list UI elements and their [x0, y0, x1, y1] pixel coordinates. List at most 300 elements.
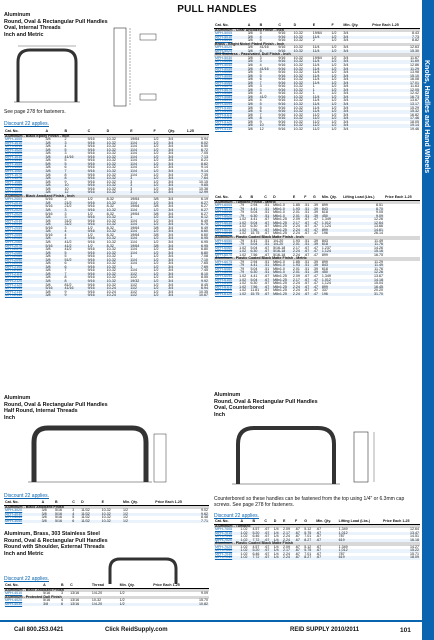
table-row: [4, 294, 209, 298]
part-number-link[interactable]: MPH-2070: [4, 245, 44, 249]
part-number-link[interactable]: MPH-5085: [214, 96, 247, 100]
table-cell: 5.04: [249, 222, 263, 226]
part-number-link[interactable]: MPH-2140: [4, 294, 44, 298]
table-cell: 1/2: [330, 82, 342, 86]
table-cell: 15.22: [382, 549, 420, 553]
part-number-link[interactable]: MPH-1075: [4, 177, 44, 181]
table-cell: 1/2: [119, 603, 153, 607]
part-number-link[interactable]: MPH-4010: [5, 591, 23, 596]
discount-link[interactable]: Discount 22 applies.: [4, 121, 50, 127]
table-cell: .67: [263, 556, 272, 560]
table-cell: 11/4: [312, 60, 331, 64]
part-number-link[interactable]: MPH-3040: [5, 515, 23, 520]
table-cell: 10-32: [293, 70, 303, 75]
table-cell: .67: [294, 544, 300, 549]
part-number-link[interactable]: MPH-2015: [5, 204, 23, 209]
table-cell: 11/32: [80, 513, 101, 517]
part-number-link[interactable]: MPH-5100: [215, 105, 233, 110]
part-number-link[interactable]: MPH-6115: [215, 288, 232, 293]
table-cell: 15.75: [250, 231, 260, 236]
table-cell: 31/2: [64, 218, 72, 223]
table-cell: .79: [238, 271, 249, 275]
table-cell: 1,012: [338, 549, 382, 553]
table-cell: 10-32: [293, 77, 303, 82]
part-number-link[interactable]: MPH-6050: [215, 238, 233, 243]
part-number-link[interactable]: MPH-2075: [5, 247, 23, 252]
part-number-link[interactable]: MPH-4030: [4, 603, 42, 607]
table-cell: 11/4: [129, 223, 152, 227]
table-cell: 1/2: [122, 520, 154, 524]
part-number-link[interactable]: MPH-1090: [5, 186, 23, 191]
part-number-link[interactable]: MPH-5010: [214, 36, 247, 40]
discount-link[interactable]: Discount 22 applies.: [4, 576, 50, 582]
table-cell: 1/2: [331, 70, 337, 75]
column-header: Price Each 1-25: [152, 584, 209, 588]
table-cell: 3: [64, 225, 67, 230]
table-cell: 3/8: [41, 513, 54, 517]
part-number-link[interactable]: MPH-2080: [4, 252, 44, 256]
part-number-link[interactable]: MPH-1060: [4, 170, 44, 174]
part-number-link[interactable]: MPH-5110: [215, 112, 232, 117]
table-cell: 9/16: [87, 158, 95, 163]
part-number-link[interactable]: MPH-2060: [4, 237, 44, 241]
table-cell: 3/4: [168, 282, 174, 287]
table-cell: 3/8: [44, 259, 63, 263]
part-number-link[interactable]: MPH-1045: [4, 163, 44, 167]
table-cell: 3/8: [45, 179, 51, 184]
part-number-link[interactable]: MPH-7010: [214, 532, 239, 536]
table-cell: 6.27: [201, 211, 208, 216]
part-number-link[interactable]: MPH-5045: [214, 68, 247, 72]
table-cell: 9/16: [87, 223, 106, 227]
part-number-link[interactable]: MPH-6055: [214, 243, 238, 247]
table-cell: .67: [294, 532, 303, 536]
part-number-link[interactable]: MPH-6005: [215, 203, 233, 208]
part-number-link[interactable]: MPH-5015: [215, 38, 233, 43]
part-number-link[interactable]: MPH-6075: [215, 259, 233, 264]
table-cell: 9/16: [87, 186, 95, 191]
part-number-link[interactable]: MPH-1030: [4, 156, 44, 160]
part-number-link[interactable]: MPH-5070: [215, 84, 233, 89]
part-number-link[interactable]: MPH-3030: [4, 513, 41, 517]
part-number-link[interactable]: MPH-2100: [4, 266, 44, 270]
part-number-link[interactable]: MPH-1050: [5, 165, 23, 170]
price-table: [4, 501, 209, 523]
handle-drawing-side: [100, 24, 170, 110]
part-number-link[interactable]: MPH-5065: [214, 82, 247, 86]
table-cell: 11/4: [312, 96, 331, 100]
table-cell: 11/4: [129, 170, 152, 174]
table-cell: 3/8: [45, 289, 51, 294]
part-number-link[interactable]: MPH-6105: [215, 281, 233, 286]
part-number-link[interactable]: MPH-5020: [215, 45, 233, 50]
table-cell: 4: [64, 144, 67, 149]
part-number-link[interactable]: MPH-5025: [214, 50, 247, 54]
table-cell: 4: [259, 98, 262, 103]
table-row: [214, 128, 420, 132]
part-number-link[interactable]: MPH-5035: [214, 60, 247, 64]
part-number-link[interactable]: MPH-5090: [215, 98, 233, 103]
part-number-link[interactable]: MPH-5130: [215, 126, 233, 131]
table-cell: 9/16: [87, 237, 106, 241]
part-number-link[interactable]: MPH-1095: [4, 191, 44, 195]
table-cell: 8: [64, 275, 67, 280]
part-number-link[interactable]: MPH-4020: [5, 598, 23, 603]
table-cell: .47: [312, 250, 321, 254]
table-cell: 18.09: [382, 556, 420, 560]
table-cell: .67: [264, 274, 270, 279]
table-cell: 6.46: [252, 534, 260, 539]
table-cell: 11/4: [129, 259, 152, 263]
table-cell: 3/4: [168, 179, 174, 184]
part-number-link[interactable]: MPH-2090: [4, 259, 44, 263]
table-cell: 10-32: [106, 218, 116, 223]
table-cell: 1/2: [153, 149, 168, 153]
part-number-link[interactable]: MPH-6095: [215, 274, 233, 279]
part-number-link[interactable]: MPH-2065: [5, 239, 23, 244]
table-cell: 10-32: [293, 91, 303, 96]
table-cell: 11/2: [312, 126, 320, 131]
table-cell: 10-32: [101, 508, 111, 513]
part-number-link[interactable]: MPH-5055: [214, 75, 247, 79]
part-number-link[interactable]: MPH-5120: [215, 119, 233, 124]
part-number-link[interactable]: MPH-1020: [4, 149, 44, 153]
table-cell: 3/4: [168, 225, 174, 230]
part-number-link[interactable]: MPH-5115: [214, 117, 247, 121]
table-cell: 9: [63, 294, 86, 298]
part-number-link[interactable]: MPH-7020: [214, 539, 239, 543]
table-cell: 5.12: [304, 544, 312, 549]
table-cell: 1/2: [153, 252, 168, 256]
part-number-link[interactable]: MPH-2120: [4, 280, 44, 284]
part-number-link[interactable]: MPH-2125: [5, 282, 23, 287]
part-number-link[interactable]: MPH-5005: [215, 31, 233, 36]
column-header: A: [42, 584, 60, 588]
part-number-link[interactable]: MPH-5030: [215, 55, 233, 60]
table-cell: 5/16: [45, 225, 53, 230]
part-number-link[interactable]: MPH-2040: [4, 223, 44, 227]
table-cell: 3/8: [44, 237, 63, 241]
table-cell: 3/8: [44, 142, 63, 146]
table-cell: 1.02: [238, 286, 249, 290]
part-number-link[interactable]: MPH-6035: [215, 224, 233, 229]
table-cell: M8x1.25: [273, 231, 287, 236]
part-number-link[interactable]: MPH-6045: [215, 231, 233, 236]
table-cell: 1/2: [153, 247, 159, 252]
table-cell: .39: [312, 215, 321, 219]
table-cell: .79: [239, 203, 245, 208]
part-number-link[interactable]: MPH-2005: [5, 197, 23, 202]
table-cell: .67: [263, 222, 272, 226]
table-cell: 11/4: [130, 268, 138, 273]
table-cell: 10-32: [106, 247, 116, 252]
table-cell: 3: [63, 209, 86, 213]
part-number-link[interactable]: MPH-6020: [214, 215, 238, 219]
table-cell: .67: [264, 252, 270, 257]
table-cell: 10-32: [106, 177, 130, 181]
part-number-link[interactable]: MPH-6065: [214, 250, 238, 254]
part-number-link[interactable]: MPH-7025: [215, 544, 233, 549]
table-cell: 10-32: [106, 254, 116, 259]
table-cell: 3/4: [167, 287, 185, 291]
table-cell: 1/2: [331, 38, 337, 43]
part-number-link[interactable]: MPH-2055: [5, 232, 23, 237]
table-cell: 9/16: [277, 82, 292, 86]
part-number-link[interactable]: MPH-2105: [5, 268, 23, 273]
table-cell: 8.45: [201, 282, 208, 287]
table-cell: 2.01: [292, 210, 300, 215]
part-number-link[interactable]: MPH-6070: [215, 252, 233, 257]
table-cell: 787: [338, 534, 345, 539]
table-cell: 9.14: [201, 165, 208, 170]
table-cell: M8x1.25: [273, 274, 287, 279]
footer-phone[interactable]: Call 800.253.0421: [14, 627, 64, 633]
table-cell: .47: [312, 279, 321, 283]
table-cell: 1/2: [153, 216, 168, 220]
part-number-link[interactable]: MPH-5105: [214, 110, 247, 114]
table-cell: 8.62: [186, 163, 209, 167]
table-cell: 12.26: [374, 217, 383, 222]
table-cell: 1/2: [153, 237, 168, 241]
table-cell: .47: [313, 245, 319, 250]
part-number-link[interactable]: MPH-2030: [4, 216, 44, 220]
table-cell: 11/4: [129, 202, 152, 206]
table-cell: 16.75: [374, 252, 383, 257]
table-cell: 1/2: [153, 186, 159, 191]
part-number-link[interactable]: MPH-2010: [4, 202, 44, 206]
column-header: G: [312, 196, 321, 200]
table-cell: 2.24: [292, 252, 300, 257]
category-label: Aluminum - Plastic Coated Black Matte Finish: [214, 542, 420, 546]
part-number-link[interactable]: MPH-3050: [4, 520, 41, 524]
part-number-link[interactable]: MPH-5125: [214, 124, 247, 128]
table-cell: 10-24: [106, 287, 130, 291]
table-cell: 1/2: [330, 103, 342, 107]
part-number-link[interactable]: MPH-5040: [215, 63, 233, 68]
part-number-link[interactable]: MPH-3020: [5, 508, 23, 513]
table-cell: 11/4: [130, 239, 138, 244]
part-number-link[interactable]: MPH-5095: [214, 103, 247, 107]
part-number-link[interactable]: MPH-6010: [214, 208, 238, 212]
table-cell: 1/2: [153, 191, 168, 195]
table-cell: 7.72: [251, 539, 263, 543]
table-cell: 9.05: [376, 210, 383, 215]
part-number-link[interactable]: MPH-1025: [5, 151, 23, 156]
table-cell: 3/8: [44, 252, 63, 256]
part-number-link[interactable]: MPH-2025: [5, 211, 23, 216]
discount-link[interactable]: Discount 22 applies.: [214, 512, 260, 519]
part-number-link[interactable]: MPH-7035: [215, 551, 233, 556]
table-cell: 3/4: [167, 280, 185, 284]
table-cell: 1.02: [238, 222, 249, 226]
part-number-link[interactable]: MPH-1085: [4, 184, 44, 188]
counterbore-note: Counterbored so these handles can be fastened from the top using 1/4" or 6.3mm cap screws. See page 278 for fasteners.: [214, 496, 405, 509]
table-cell: 10-32: [293, 50, 312, 54]
part-number-link[interactable]: MPH-6030: [214, 222, 238, 226]
table-cell: .51: [264, 266, 270, 271]
table-cell: .67: [264, 288, 270, 293]
table-cell: 1.02: [240, 551, 248, 556]
table-cell: 899: [321, 229, 342, 233]
part-number-link[interactable]: MPH-6110: [214, 286, 238, 290]
part-number-link[interactable]: MPH-6040: [214, 229, 238, 233]
part-number-link[interactable]: MPH-1040: [5, 158, 23, 163]
table-cell: 10-32: [106, 259, 130, 263]
table-cell: .67: [264, 245, 270, 250]
table-cell: 3/8: [45, 254, 51, 259]
part-number-link[interactable]: MPH-2110: [4, 273, 44, 277]
table-cell: 15.29: [410, 105, 419, 110]
table-cell: 11.81: [250, 288, 260, 293]
table-cell: 11/4: [312, 63, 320, 68]
table-cell: M8x1.25: [273, 281, 287, 286]
table-cell: 2: [312, 38, 315, 43]
table-cell: 3/8: [247, 124, 259, 128]
table-cell: 3: [259, 84, 262, 89]
table-cell: .79: [239, 266, 245, 271]
table-cell: 9/16: [87, 137, 95, 142]
table-cell: 6.94: [186, 287, 209, 291]
part-number-link[interactable]: MPH-1015: [5, 144, 23, 149]
table-cell: 1/2: [330, 36, 342, 40]
table-cell: .67: [316, 544, 322, 549]
table-cell: 3/4: [168, 247, 174, 252]
column-header: Qty.: [167, 130, 185, 134]
table-cell: .47: [313, 217, 319, 222]
table-cell: 3/4: [343, 45, 349, 50]
table-cell: .67: [264, 527, 270, 532]
part-number-link[interactable]: MPH-1010: [4, 142, 44, 146]
part-number-link[interactable]: MPH-2130: [4, 287, 44, 291]
part-number-link[interactable]: MPH-7005: [215, 527, 233, 532]
part-number-link[interactable]: MPH-2045: [5, 225, 23, 230]
table-cell: 21/2: [63, 202, 86, 206]
table-cell: 4: [60, 598, 63, 603]
part-number-link[interactable]: MPH-5050: [215, 70, 233, 75]
table-cell: 5/16-18: [273, 252, 286, 257]
table-cell: 11/4: [129, 156, 152, 160]
table-cell: 11/4: [312, 110, 331, 114]
table-cell: 10-32: [106, 252, 130, 256]
table-cell: 5: [63, 252, 86, 256]
table-cell: .67: [303, 229, 312, 233]
part-number-link[interactable]: MPH-6080: [214, 264, 238, 268]
table-cell: 9: [64, 179, 67, 184]
part-number-link[interactable]: MPH-7040: [214, 556, 239, 560]
table-cell: .47: [313, 252, 319, 257]
table-cell: .67: [264, 224, 270, 229]
part-number-link[interactable]: MPH-5075: [214, 89, 247, 93]
table-cell: .51: [264, 210, 270, 215]
footer-brand: REID SUPPLY 2010/2011: [290, 627, 360, 633]
table-cell: 3/8: [247, 45, 253, 50]
table-cell: 9/16: [87, 230, 106, 234]
part-number-link[interactable]: MPH-6025: [215, 217, 233, 222]
table-cell: 3/8: [247, 31, 253, 36]
footer-website[interactable]: Click ReidSupply.com: [105, 627, 168, 633]
part-number-link[interactable]: MPH-6085: [215, 266, 233, 271]
part-number-link[interactable]: MPH-7030: [214, 549, 239, 553]
part-number-link[interactable]: MPH-6015: [215, 210, 233, 215]
title-line: Round with Shoulder, External Threads: [4, 544, 105, 551]
part-number-link[interactable]: MPH-1080: [5, 179, 23, 184]
part-number-link[interactable]: MPH-6090: [214, 271, 238, 275]
part-number-link[interactable]: MPH-7015: [215, 534, 233, 539]
table-cell: 3/4: [343, 98, 349, 103]
table-cell: 9/16: [87, 289, 95, 294]
table-cell: 1/2: [153, 223, 168, 227]
table-cell: 3/8: [44, 273, 63, 277]
table-cell: 9.65: [186, 184, 209, 188]
part-number-link[interactable]: MPH-6120: [214, 293, 238, 297]
table-cell: 3/4: [343, 119, 349, 124]
part-number-link[interactable]: MPH-1005: [5, 137, 23, 142]
table-cell: .67: [316, 527, 322, 532]
part-number-link[interactable]: MPH-6060: [215, 245, 233, 250]
part-number-link[interactable]: MPH-2085: [5, 254, 23, 259]
column-header: Cat. No.: [214, 196, 238, 200]
table-cell: 12.63: [410, 45, 419, 50]
table-cell: 5: [259, 70, 262, 75]
title-line: Inch and Metric: [4, 550, 44, 557]
table-cell: 3/4: [342, 110, 371, 114]
part-number-link[interactable]: MPH-2115: [5, 275, 22, 280]
table-cell: 3/8: [247, 110, 259, 114]
part-number-link[interactable]: MPH-1070: [5, 172, 23, 177]
table-cell: 3/4: [168, 239, 174, 244]
table-cell: 9/16: [277, 68, 292, 72]
table-cell: .51: [303, 264, 312, 268]
table-cell: 10-32: [293, 126, 303, 131]
part-number-link[interactable]: MPH-5080: [215, 91, 233, 96]
table-cell: 11/4: [130, 151, 138, 156]
table-cell: 10-32: [106, 282, 116, 287]
table-cell: 9/16: [87, 172, 95, 177]
table-cell: 10-32: [293, 105, 303, 110]
table-cell: 6.27: [186, 202, 209, 206]
column-header: Price Each 1-25: [384, 196, 420, 200]
part-number-link[interactable]: MPH-2135: [5, 289, 23, 294]
part-number-link[interactable]: MPH-2020: [4, 209, 44, 213]
table-cell: 6.80: [186, 252, 209, 256]
table-cell: .39: [313, 203, 319, 208]
table-cell: 9/16: [87, 209, 106, 213]
part-number-link[interactable]: MPH-2035: [5, 218, 23, 223]
table-cell: 6.95: [201, 239, 208, 244]
part-number-link[interactable]: MPH-6100: [214, 279, 238, 283]
table-cell: 1: [312, 89, 331, 93]
table-cell: .79: [238, 215, 249, 219]
table-cell: 10-32: [106, 172, 116, 177]
table-cell: 3/4: [343, 63, 349, 68]
table-cell: 9: [259, 119, 262, 124]
table-cell: 9/16: [87, 156, 106, 160]
part-number-link[interactable]: MPH-2050: [4, 230, 44, 234]
table-cell: 3/4: [342, 75, 371, 79]
table-cell: 41/16: [259, 45, 269, 50]
part-number-link[interactable]: MPH-5060: [215, 77, 233, 82]
table-cell: 16.08: [410, 77, 419, 82]
part-number-link[interactable]: MPH-2095: [5, 261, 23, 266]
discount-link[interactable]: Discount 22 applies.: [4, 493, 50, 499]
table-cell: 16.82: [410, 112, 419, 117]
table-cell: 1/2: [330, 124, 342, 128]
table-cell: .51: [264, 238, 270, 243]
table-cell: 9/16: [87, 252, 106, 256]
table-cell: 3/4: [167, 170, 185, 174]
table-cell: 11/4: [312, 70, 320, 75]
table-cell: .67: [264, 544, 270, 549]
